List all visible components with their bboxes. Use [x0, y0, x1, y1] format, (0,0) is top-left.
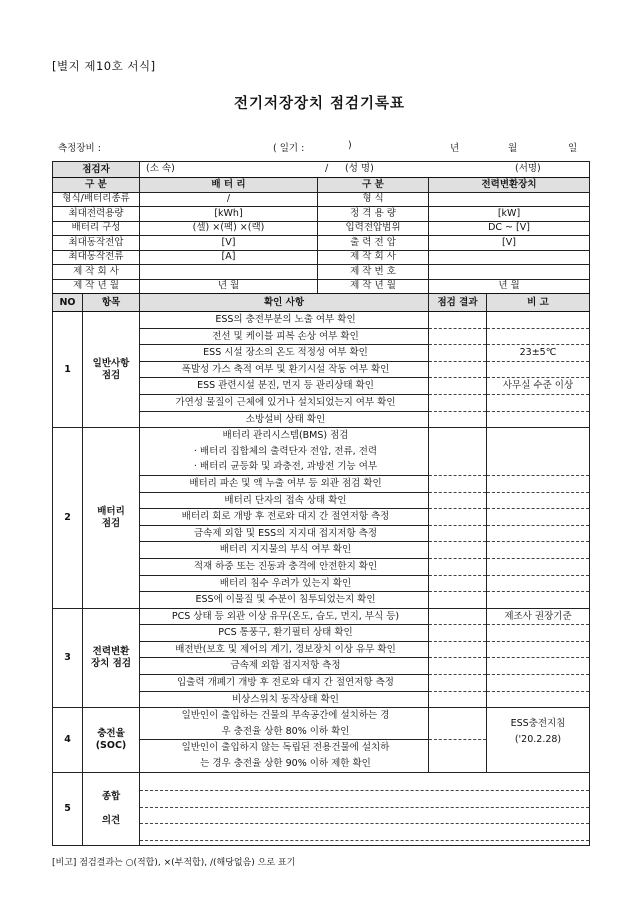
note-text: ('20.2.28) — [514, 733, 562, 745]
note-text — [487, 329, 589, 346]
spec-label: 제 작 회 사 — [318, 250, 429, 265]
check-header-no: NO — [53, 294, 83, 312]
category-line-2: (SOC) — [95, 739, 127, 751]
footnote: [비고] 점검결과는 ○(적합), ×(부적합), /(해당없음) 으로 표기 — [52, 858, 296, 868]
group-results — [429, 312, 487, 428]
note-text — [487, 658, 589, 675]
note-text: 제조사 권장기준 — [487, 609, 589, 626]
spec-value: [kWh] — [140, 207, 318, 222]
group-category — [83, 428, 140, 609]
spec-header-division: 구 분 — [53, 178, 140, 193]
affiliation-label: (소 속) — [146, 163, 175, 174]
group-category — [83, 312, 140, 428]
check-item: ESS 관련시설 분진, 먼지 등 관리상태 확인 — [140, 378, 428, 395]
check-item: 폭발성 가스 축적 여부 및 환기시설 작동 여부 확인 — [140, 362, 428, 379]
spec-value: [V] — [140, 236, 318, 251]
group-results — [429, 608, 487, 708]
check-item: 배터리 관리시스템(BMS) 점검 — [222, 430, 349, 442]
group-number: 1 — [53, 312, 83, 428]
group-number: 5 — [53, 772, 83, 845]
inspector-fields — [140, 162, 590, 178]
signature-label: (서명) — [515, 163, 541, 174]
category-line-2: 장치 점검 — [90, 657, 131, 669]
spec-value — [429, 250, 590, 265]
check-item: · 배터리 균등화 및 과충전, 과방전 기능 여부 — [140, 459, 428, 476]
check-header-item: 항목 — [83, 294, 140, 312]
spec-label: 제 작 회 사 — [53, 265, 140, 280]
spec-value — [429, 265, 590, 280]
weather-close: ) — [348, 140, 352, 151]
check-item: 우 충전율 상한 80% 이하 확인 — [140, 724, 428, 741]
spec-value — [140, 265, 318, 280]
note-text — [487, 395, 589, 412]
spec-label: 형식/배터리종류 — [53, 192, 140, 207]
equipment-label: 측정장비 : — [58, 143, 101, 154]
group-results — [429, 428, 487, 609]
month-label: 월 — [508, 143, 518, 154]
spec-value: [V] — [429, 236, 590, 251]
group-category — [83, 708, 140, 772]
spec-value: / — [140, 192, 318, 207]
group-items — [140, 708, 429, 772]
group-category — [83, 772, 140, 845]
note-text: 사무실 수준 이상 — [487, 378, 589, 395]
group-notes — [487, 312, 590, 428]
check-item: 일반인이 출입하지 않는 독립된 전용건물에 설치하 — [181, 742, 390, 754]
note-text: ESS충전지침 — [510, 718, 566, 730]
check-item: 적재 하중 또는 진동과 충격에 안전한지 확인 — [140, 559, 428, 576]
check-item: · 배터리 집합체의 출력단자 전압, 전류, 전력 — [193, 445, 378, 457]
note-text: 23±5℃ — [487, 345, 589, 362]
note-text — [487, 362, 589, 379]
category-line-2: 점검 — [101, 369, 121, 381]
check-header-note: 비 고 — [487, 294, 590, 312]
group-notes — [487, 608, 590, 708]
check-item: ESS의 충전부분의 노출 여부 확인 — [140, 312, 428, 329]
spec-label: 정 격 용 량 — [318, 207, 429, 222]
group-notes — [487, 428, 590, 609]
check-item: 금속제 외함 접지저항 측정 — [140, 658, 428, 675]
day-label: 일 — [568, 143, 578, 154]
overall-opinion-area[interactable] — [140, 772, 590, 845]
check-item: 전선 및 케이블 피복 손상 여부 확인 — [140, 329, 428, 346]
spec-label: 제 작 년 월 — [53, 279, 140, 294]
category-line-1: 충전율 — [97, 727, 125, 739]
group-category — [83, 608, 140, 708]
note-text — [487, 642, 589, 659]
meta-line — [48, 140, 588, 154]
check-item: 배터리 파손 및 액 누출 여부 등 외관 점검 확인 — [140, 476, 428, 493]
check-item: PCS 상태 등 외관 이상 유무(온도, 습도, 먼지, 부식 등) — [140, 609, 428, 626]
spec-label: 제 작 번 호 — [318, 265, 429, 280]
note-text — [487, 692, 589, 708]
year-label: 년 — [450, 143, 460, 154]
check-item: 소방설비 상태 확인 — [245, 413, 326, 425]
group-items — [140, 608, 429, 708]
spec-header-pcs: 전력변환장치 — [429, 178, 590, 193]
check-item: 배전반(보호 및 제어의 계기, 경보장치 이상 유무 확인 — [140, 642, 428, 659]
category-line-1: 일반사항 — [92, 357, 130, 369]
spec-label: 배터리 구성 — [53, 221, 140, 236]
spec-label: 형 식 — [318, 192, 429, 207]
spec-label: 출 력 전 압 — [318, 236, 429, 251]
spec-value: (셀) ×(팩) ×(랙) — [140, 221, 318, 236]
document-title: 전기저장장치 점검기록표 — [233, 96, 406, 112]
spec-label: 제 작 년 월 — [318, 279, 429, 294]
group-items — [140, 428, 429, 609]
category-line-1: 종합 — [101, 790, 121, 802]
check-item: 배터리 단자의 접속 상태 확인 — [140, 493, 428, 510]
group-notes — [487, 708, 590, 772]
check-item: 는 경우 충전율 상한 90% 이하 제한 확인 — [200, 758, 371, 770]
check-item: 일반인이 출입하는 건물의 부속공간에 설치하는 경 — [181, 710, 390, 722]
note-text — [487, 625, 589, 642]
category-line-2: 의견 — [101, 814, 121, 826]
spec-label: 최대전력용량 — [53, 207, 140, 222]
check-item: 금속제 외함 및 ESS의 지지대 접지저항 측정 — [140, 526, 428, 543]
spec-value: 년 월 — [429, 279, 590, 294]
spec-value: [kW] — [429, 207, 590, 222]
group-results — [429, 708, 487, 772]
check-item: PCS 통풍구, 환기필터 상태 확인 — [140, 625, 428, 642]
weather-label: ( 일기 : — [273, 143, 305, 154]
inspector-label: 점검자 — [53, 162, 140, 178]
spec-header-battery: 배 터 리 — [140, 178, 318, 193]
check-item: 배터리 침수 우려가 있는지 확인 — [140, 576, 428, 593]
note-text — [487, 412, 589, 428]
category-line-2: 점검 — [101, 517, 121, 529]
group-number: 4 — [53, 708, 83, 772]
check-header-result: 점검 결과 — [429, 294, 487, 312]
spec-value: DC ~ [V] — [429, 221, 590, 236]
form-number-label: [별지 제10호 서식] — [52, 59, 156, 73]
check-item: 배터리 지지물의 부식 여부 확인 — [140, 542, 428, 559]
spec-label: 입력전압범위 — [318, 221, 429, 236]
spec-value: 년 월 — [140, 279, 318, 294]
check-header-content: 확인 사항 — [140, 294, 429, 312]
spec-label: 최대동작전압 — [53, 236, 140, 251]
note-text — [487, 675, 589, 692]
inspection-table — [52, 161, 590, 846]
group-number: 3 — [53, 608, 83, 708]
check-item: ESS 시설 장소의 온도 적정성 여부 확인 — [140, 345, 428, 362]
check-item: ESS에 이물질 및 수분이 침투되었는지 확인 — [195, 594, 376, 606]
check-item: 배터리 회로 개방 후 전로와 대지 간 절연저항 측정 — [140, 509, 428, 526]
spec-label: 최대동작전류 — [53, 250, 140, 265]
group-items — [140, 312, 429, 428]
spec-value: [A] — [140, 250, 318, 265]
check-item: 가연성 물질이 근체에 있거나 설치되었는지 여부 확인 — [140, 395, 428, 412]
category-line-1: 배터리 — [97, 505, 125, 517]
check-item: 비상스위치 동작상태 확인 — [232, 693, 339, 705]
spec-header-division-2: 구 분 — [318, 178, 429, 193]
spec-value — [429, 192, 590, 207]
group-number: 2 — [53, 428, 83, 609]
category-line-1: 전력변환 — [92, 645, 130, 657]
check-item: 입출력 개폐기 개방 후 전로와 대지 간 절연저항 측정 — [140, 675, 428, 692]
name-label: (성 명) — [345, 163, 374, 174]
inspector-slash: / — [325, 163, 329, 174]
note-text — [487, 312, 589, 329]
